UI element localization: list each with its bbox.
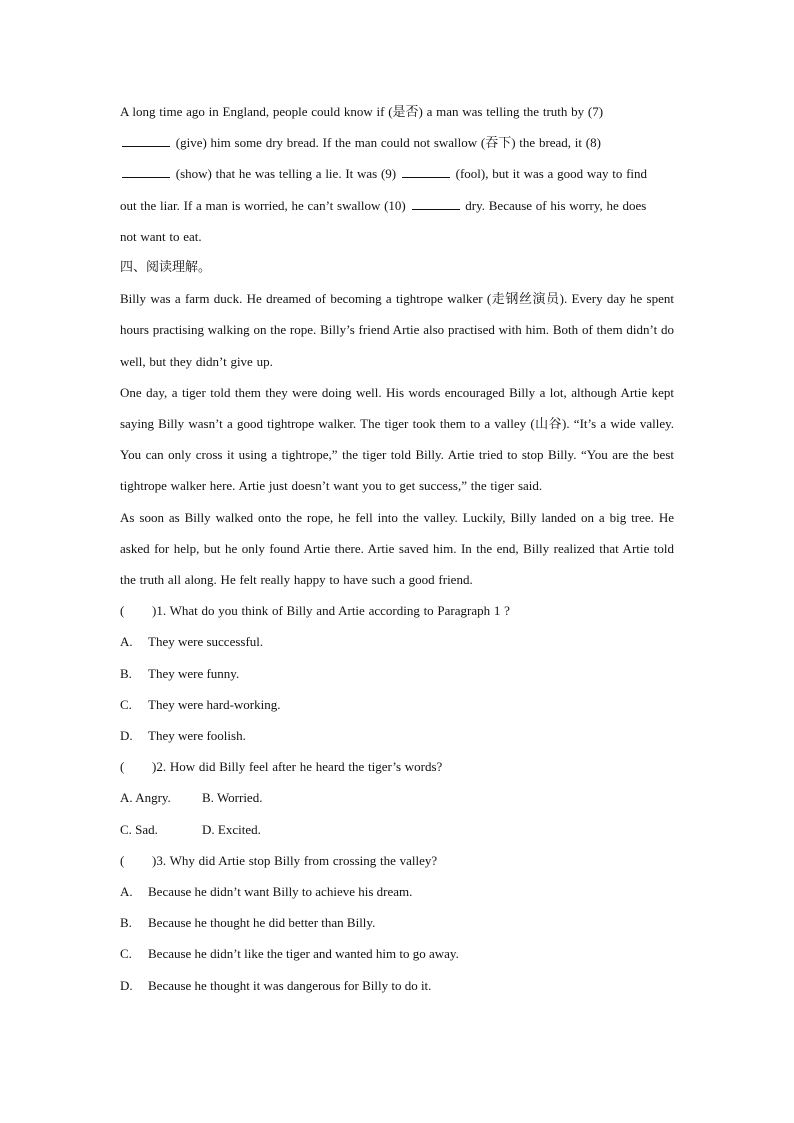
passage-paragraph-1: Billy was a farm duck. He dreamed of becoming a tightrope walker (走钢丝演员). Every day he spent hours practising walking on the rope. Billy’s friend Artie also practised with him. Both of them didn’t do well, but they didn’t give up.	[120, 291, 674, 369]
cloze-text-3b: (fool), but it was a good way to find	[455, 166, 648, 182]
cloze-text-4b: dry. Because of his worry, he does	[465, 197, 647, 213]
q2-option-a[interactable]: A. Angry.	[120, 790, 171, 806]
blank-7[interactable]	[122, 132, 170, 147]
q2-option-c[interactable]: C. Sad.	[120, 821, 158, 837]
question-1-stem: )1. What do you think of Billy and Artie according to Paragraph 1 ?	[152, 603, 510, 619]
question-1	[120, 595, 674, 626]
q3-option-c[interactable]: C. Because he didn’t like the tiger and wanted him to go away.	[120, 946, 459, 962]
blank-10[interactable]	[412, 195, 460, 210]
q2-option-d[interactable]: D. Excited.	[202, 821, 261, 837]
question-2-stem: )2. How did Billy feel after he heard the tiger’s words?	[152, 759, 443, 775]
cloze-line-4	[120, 190, 674, 221]
cloze-line-2	[120, 127, 674, 158]
cloze-line-1	[120, 96, 674, 127]
q2-options-row-2	[120, 814, 674, 845]
blank-9[interactable]	[402, 163, 450, 178]
cloze-text-3a: (show) that he was telling a lie. It was (9)	[175, 166, 397, 182]
q2-option-b[interactable]: B. Worried.	[202, 790, 263, 806]
q3-option-d[interactable]: D. Because he thought it was dangerous for Billy to do it.	[120, 977, 432, 993]
q1-option-a[interactable]: A. They were successful.	[120, 634, 264, 650]
cloze-text-2: (give) him some dry bread. If the man could not swallow (吞下) the bread, it (8)	[175, 135, 601, 151]
q2-options-row-1	[120, 782, 674, 813]
cloze-line-3	[120, 158, 674, 189]
answer-bracket-2[interactable]: (	[120, 759, 125, 775]
q1-option-d[interactable]: D. They were foolish.	[120, 728, 246, 744]
section-title: 四、阅读理解。	[120, 260, 212, 276]
cloze-line-5	[120, 221, 674, 252]
passage-paragraph-3: As soon as Billy walked onto the rope, he fell into the valley. Luckily, Billy landed on a big tree. He asked for help, but he only found Artie there. Artie saved him. In the end, Billy realized that Artie told the truth all along. He felt really happy to have such a good friend.	[120, 509, 674, 588]
cloze-text-4a: out the liar. If a man is worried, he can’t swallow (10)	[120, 197, 406, 213]
q3-option-b[interactable]: B. Because he thought he did better than Billy.	[120, 915, 376, 931]
answer-bracket-3[interactable]: (	[120, 852, 125, 868]
q1-option-b[interactable]: B. They were funny.	[120, 665, 240, 681]
answer-bracket-1[interactable]: (	[120, 603, 125, 619]
passage-paragraph-2: One day, a tiger told them they were doing well. His words encouraged Billy a lot, although Artie kept saying Billy wasn’t a good tightrope walker. The tiger took them to a valley (山谷). “It’s a wide valley. You can only cross it using a tightrope,” the tiger told Billy. Artie tried to stop Billy. “You are the best tightrope walker here. Artie just doesn’t want you to get success,” the tiger said.	[120, 384, 674, 494]
cloze-text-1: A long time ago in England, people could know if (是否) a man was telling the truth by (7)	[120, 104, 604, 119]
question-3-stem: )3. Why did Artie stop Billy from crossing the valley?	[152, 852, 438, 868]
question-3	[120, 845, 674, 876]
blank-8[interactable]	[122, 163, 170, 178]
page-content	[120, 96, 674, 1001]
question-2	[120, 751, 674, 782]
q3-option-a[interactable]: A. Because he didn’t want Billy to achieve his dream.	[120, 884, 413, 900]
q1-option-c[interactable]: C. They were hard-working.	[120, 696, 281, 712]
cloze-text-5: not want to eat.	[120, 228, 202, 244]
